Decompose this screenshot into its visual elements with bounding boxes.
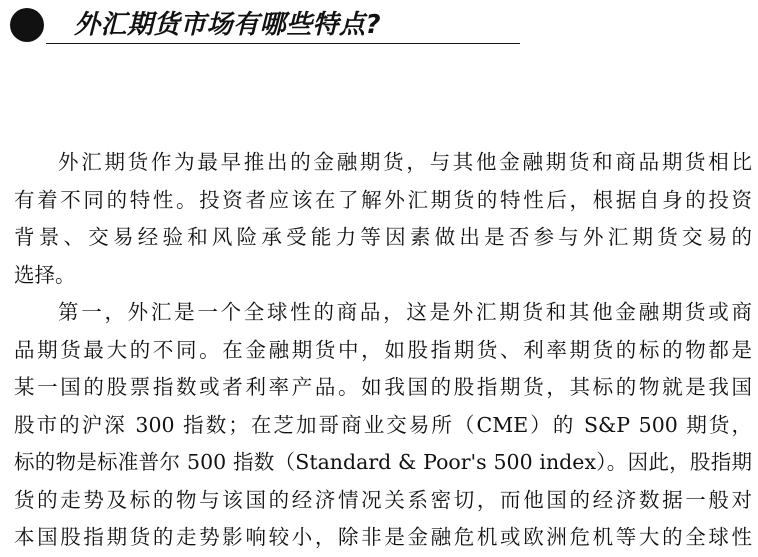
section-heading: [10, 8, 520, 44]
text-line: 货的走势及标的物与该国的经济情况关系密切，而他国的经济数据一般对: [14, 487, 752, 512]
text-line: 股市的沪深 300 指数；在芝加哥商业交易所（CME）的 S&P 500 期货，: [14, 412, 752, 437]
section-title: 外汇期货市场有哪些特点?: [74, 10, 382, 40]
text-line: 选择。: [14, 262, 76, 287]
text-line: 外汇期货作为最早推出的金融期货，与其他金融期货和商品期货相比: [58, 150, 752, 174]
text-line: 本国股指期货的走势影响较小，除非是金融危机或欧洲危机等大的全球性: [14, 525, 752, 549]
bullet-icon: [10, 8, 44, 42]
text-line: 第一，外汇是一个全球性的商品，这是外汇期货和其他金融期货或商: [58, 300, 752, 324]
text-line: 有着不同的特性。投资者应该在了解外汇期货的特性后，根据自身的投资: [14, 187, 752, 212]
text-line: 品期货最大的不同。在金融期货中，如股指期货、利率期货的标的物都是: [14, 337, 752, 362]
heading-underline: [46, 43, 520, 44]
body-text: [14, 144, 752, 557]
text-line: 某一国的股票指数或者利率产品。如我国的股指期货，其标的物就是我国: [14, 375, 752, 399]
text-line: 标的物是标准普尔 500 指数（Standard & Poor's 500 index）。因此，股指期: [14, 450, 752, 474]
text-line: 背景、交易经验和风险承受能力等因素做出是否参与外汇期货交易的: [14, 225, 752, 249]
